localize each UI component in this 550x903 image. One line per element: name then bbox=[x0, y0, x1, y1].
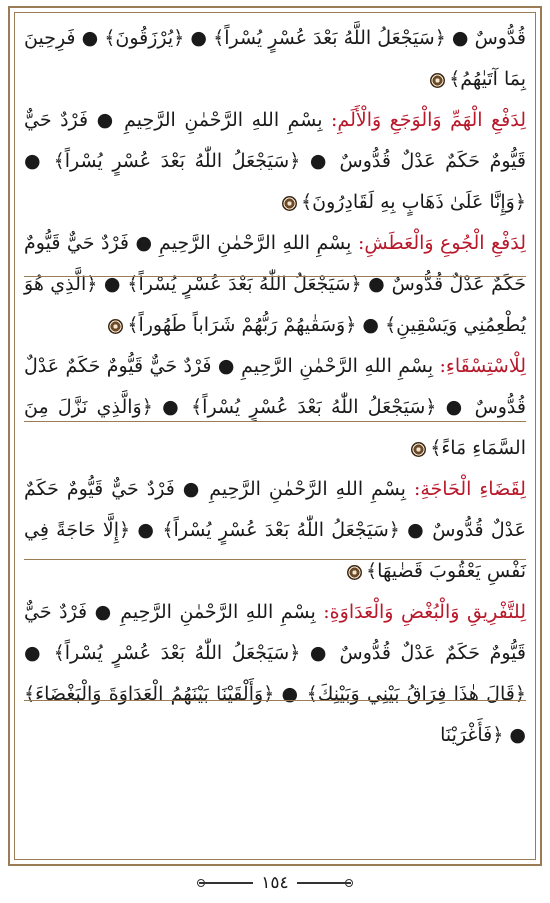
paragraph-0 bbox=[24, 18, 526, 100]
section-divider bbox=[24, 276, 526, 277]
paragraph-title: لِلتَّفْرِيقِ وَالْبُغْضِ وَالْعَدَاوَةِ: bbox=[323, 601, 527, 623]
footer-ornament-icon bbox=[297, 879, 351, 887]
paragraph-text: بِسْمِ اللهِ الرَّحْمٰنِ الرَّحِيمِ ● فَرْدٌ حَيٌّ قَيُّومٌ حَكَمٌ عَدْلٌ قُدُّوسٌ ● ﴿سَيَجْعَلُ اللّٰهُ بَعْدَ عُسْرٍ يُسْراً﴾ ● ﴿قَالَ هٰذَا فِرَاقُ بَيْنِي وَبَيْنِكَ﴾ ● ﴿وَأَلْقَيْنَا بَيْنَهُمُ الْعَدَاوَةَ وَالْبَغْضَاءَ﴾ ● ﴿فَأَغْرَيْنَا bbox=[24, 601, 526, 746]
section-divider bbox=[24, 559, 526, 560]
paragraph-text: قُدُّوسٌ ● ﴿سَيَجْعَلُ اللَّهُ بَعْدَ عُسْرٍ يُسْراً﴾ ● ﴿يُرْزَقُونَ﴾ ● فَرِحِينَ بِمَا آتَيٰهُمُ﴾ bbox=[24, 27, 526, 90]
section-divider bbox=[24, 700, 526, 701]
page-number: ١٥٤ bbox=[261, 873, 289, 893]
paragraph-text: بِسْمِ اللهِ الرَّحْمٰنِ الرَّحِيمِ ● فَرْدٌ حَيٌّ قَيُّومٌ حَكَمٌ عَدْلٌ قُدُّوسٌ ● ﴿سَيَجْعَلُ اللّٰهُ بَعْدَ عُسْرٍ يُسْراً﴾ ● ﴿وَإِنَّا عَلَىٰ ذَهَابٍ بِهِ لَقَادِرُونَ﴾ bbox=[24, 109, 526, 213]
rose-end-icon bbox=[411, 442, 426, 457]
section-divider bbox=[24, 421, 526, 422]
rose-end-icon bbox=[347, 565, 362, 580]
rose-end-icon bbox=[108, 319, 123, 334]
rose-end-icon bbox=[282, 196, 297, 211]
paragraph-1 bbox=[24, 100, 526, 223]
paragraph-text: بِسْمِ اللهِ الرَّحْمٰنِ الرَّحِيمِ ● فَرْدٌ حَيٌّ قَيُّومٌ حَكَمٌ عَدْلٌ قُدُّوسٌ ● ﴿سَيَجْعَلُ اللّٰهُ بَعْدَ عُسْرٍ يُسْراً﴾ ● ﴿وَالَّذِي نَزَّلَ مِنَ السَّمَاءِ مَاءً﴾ bbox=[24, 355, 526, 459]
footer-ornament-icon bbox=[199, 879, 253, 887]
paragraph-text: بِسْمِ اللهِ الرَّحْمٰنِ الرَّحِيمِ ● فَرْدٌ حَيٌّ قَيُّومٌ حَكَمٌ عَدْلٌ قُدُّوسٌ ● ﴿سَيَجْعَلُ اللّٰهُ بَعْدَ عُسْرٍ يُسْراً﴾ ● ﴿الَّذِي هُوَ يُطْعِمُنِي وَيَسْقِينِ﴾ ● ﴿وَسَقٰيهُمْ رَبُّهُمْ شَرَاباً طَهُوراً﴾ bbox=[24, 232, 526, 336]
paragraph-title: لِلْاسْتِسْقَاءِ: bbox=[439, 355, 526, 377]
page-content bbox=[24, 18, 526, 856]
paragraph-title: لِدَفْعِ الْهَمِّ وَالْوَجَعِ وَالْأَلَمِ: bbox=[331, 109, 527, 131]
paragraph-5 bbox=[24, 592, 526, 756]
rose-end-icon bbox=[430, 73, 445, 88]
paragraph-title: لِقَضَاءِ الْحَاجَةِ: bbox=[413, 478, 526, 500]
paragraph-3 bbox=[24, 346, 526, 469]
page-footer bbox=[0, 868, 550, 898]
paragraph-4 bbox=[24, 469, 526, 592]
paragraph-2 bbox=[24, 223, 526, 346]
paragraph-text: بِسْمِ اللهِ الرَّحْمٰنِ الرَّحِيمِ ● فَرْدٌ حَيٌّ قَيُّومٌ حَكَمٌ عَدْلٌ قُدُّوسٌ ● ﴿سَيَجْعَلُ اللّٰهُ بَعْدَ عُسْرٍ يُسْراً﴾ ● ﴿إِلَّا حَاجَةً فِي نَفْسِ يَعْقُوبَ قَضٰيهَا﴾ bbox=[24, 478, 526, 582]
paragraph-title: لِدَفْعِ الْجُوعِ وَالْعَطَشِ: bbox=[357, 232, 527, 254]
